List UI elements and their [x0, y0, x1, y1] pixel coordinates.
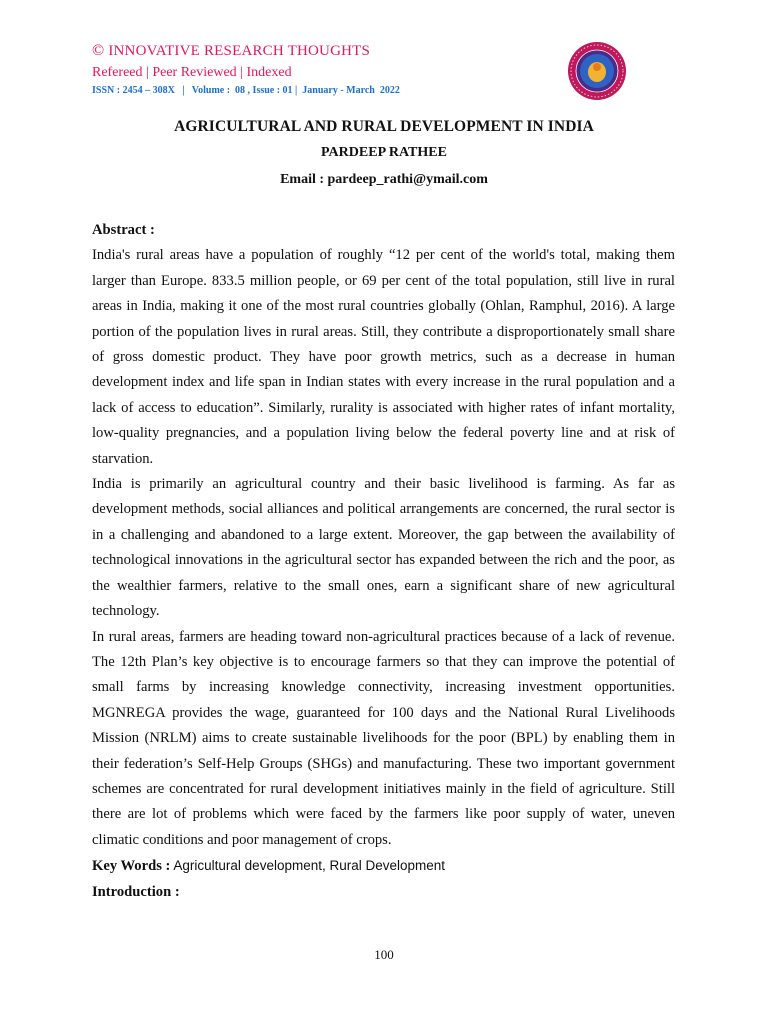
journal-name-text: INNOVATIVE RESEARCH THOUGHTS: [108, 43, 371, 59]
keywords-label: Key Words :: [92, 858, 171, 875]
abstract-paragraph: In rural areas, farmers are heading toward non-agricultural practices because of a lack of revenue. The 12th Plan’s key objective is to encourage farmers so that they can improve the potential of small farms by increasing knowledge connectivity, increasing investment opportunities. MGNREGA provides the wage, guaranteed for 100 days and the National Rural Livelihoods Mission (NRLM) aims to create sustainable livelihoods for the poor (BPL) by enabling them in their federation’s Self-Help Groups (SHGs) and manufacturing. These two important government schemes are concentrated for rural development initiatives mainly in the field of agriculture. Still there are lot of problems which were faced by the farmers like poor supply of water, uneven climatic conditions and poor management of crops.: [92, 628, 675, 848]
abstract-paragraph: India's rural areas have a population of roughly “12 per cent of the world's total, making them larger than Europe. 833.5 million people, or 69 per cent of the total population, still live in rural areas in India, making it one of the most rural countries globally (Ohlan, Ramphul, 2016). A large portion of the population lives in rural areas. Still, they contribute a disproportionately small share of gross domestic product. They have poor growth metrics, such as a decrease in human development index and life span in Indian states with every increase in the rural population and a lack of access to education”. Similarly, rurality is associated with higher rates of infant mortality, low-quality pregnancies, and a population living below the federal poverty line and at risk of starvation.: [92, 247, 675, 467]
copyright-symbol: ©: [92, 42, 105, 59]
author-email: Email : pardeep_rathi@ymail.com: [280, 172, 488, 187]
article-title: AGRICULTURAL AND RURAL DEVELOPMENT IN INDIA: [174, 118, 594, 135]
journal-name: [92, 42, 370, 60]
abstract-paragraph: India is primarily an agricultural country and their basic livelihood is farming. As far as development methods, social alliances and political arrangements are concerned, the rural sector is in a challenging and abandoned to a large extent. Moreover, the gap between the availability of technological innovations in the agricultural sector has expanded between the rich and the poor, as the wealthier farmers, relative to the small ones, earn a significant share of new agricultural technology.: [92, 476, 675, 620]
abstract-heading: Abstract :: [92, 222, 155, 238]
journal-issn-line: ISSN : 2454 – 308X | Volume : 08 , Issue : 01 | January - March 2022: [92, 85, 400, 96]
introduction-heading: Introduction :: [92, 883, 180, 900]
journal-seal-icon: [566, 40, 628, 102]
article-body: [92, 218, 675, 905]
keywords-text: Agricultural development, Rural Development: [170, 858, 446, 874]
journal-tags: Refereed | Peer Reviewed | Indexed: [92, 65, 292, 80]
author-name: PARDEEP RATHEE: [321, 145, 447, 160]
page-number: 100: [374, 947, 394, 962]
keywords-line: [92, 853, 675, 879]
